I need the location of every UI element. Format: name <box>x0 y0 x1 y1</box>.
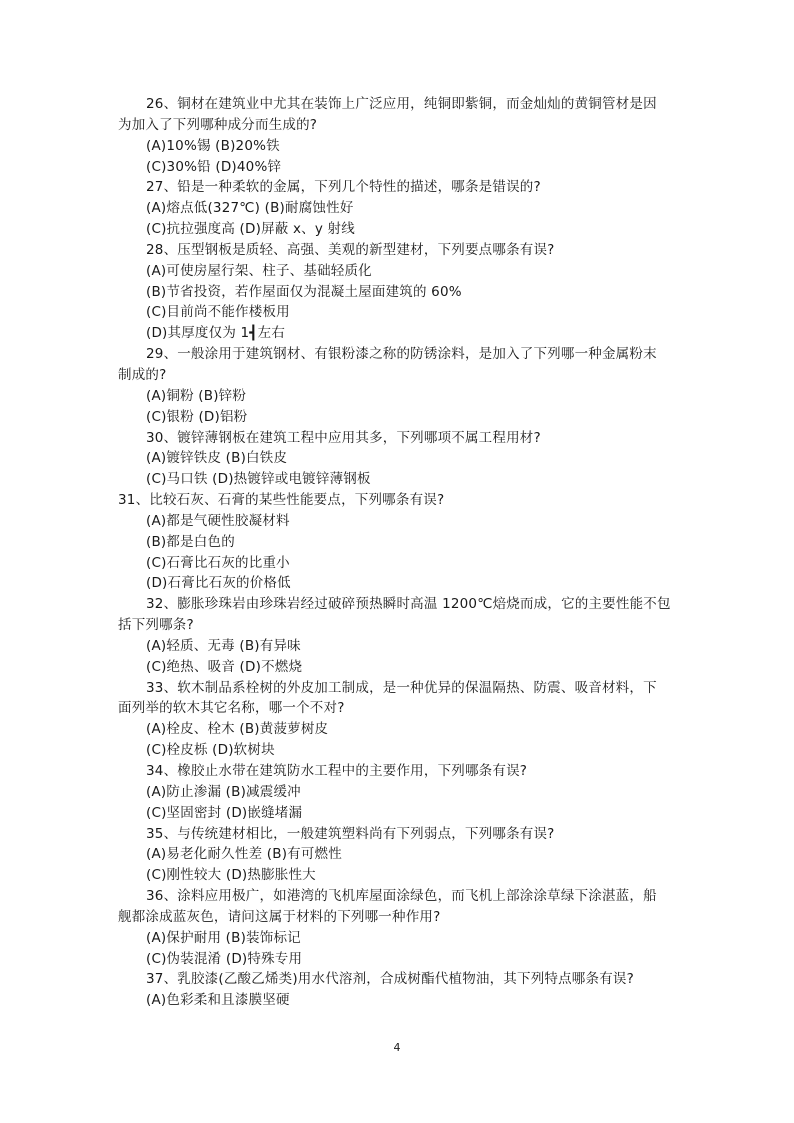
question-line: 27、铅是一种柔软的金属，下列几个特性的描述，哪条是错误的? <box>146 179 541 196</box>
question-line: 34、橡胶止水带在建筑防水工程中的主要作用，下列哪条有误? <box>146 763 528 779</box>
question-continuation: 舰都涂成蓝灰色，请问这属于材料的下列哪一种作用? <box>118 908 441 925</box>
answer-option: (A)可使房屋行架、柱子、基础轻质化 <box>146 262 372 279</box>
answer-option: (A)防止渗漏 (B)减震缓冲 <box>146 783 301 800</box>
answer-option: (C)伪装混淆 (D)特殊专用 <box>146 950 303 967</box>
answer-option: (A)熔点低(327℃) (B)耐腐蚀性好 <box>146 200 354 217</box>
question-line: 32、膨胀珍珠岩由珍珠岩经过破碎预热瞬时高温 1200℃焙烧而成，它的主要性能不包 <box>146 596 671 613</box>
answer-option: (B)节省投资，若作屋面仅为混凝土屋面建筑的 60% <box>146 283 462 300</box>
answer-option: (C)马口铁 (D)热镀锌或电镀锌薄钢板 <box>146 471 371 488</box>
question-line: 35、与传统建材相比，一般建筑塑料尚有下列弱点，下列哪条有误? <box>146 825 555 842</box>
answer-option: (C)坚固密封 (D)嵌缝堵漏 <box>146 804 303 821</box>
question-line: 29、一般涂用于建筑钢材、有银粉漆之称的防锈涂料，是加入了下列哪一种金属粉末 <box>146 346 657 363</box>
answer-option: (A)易老化耐久性差 (B)有可燃性 <box>146 846 342 863</box>
answer-option: (A)栓皮、栓木 (B)黄菠萝树皮 <box>146 721 329 738</box>
answer-option: (A)保护耐用 (B)装饰标记 <box>146 929 301 946</box>
answer-option: (C)抗拉强度高 (D)屏蔽 x、y 射线 <box>146 221 355 238</box>
answer-option: (C)栓皮栎 (D)软树块 <box>146 742 275 759</box>
question-line: 33、软木制品系栓树的外皮加工制成，是一种优异的保温隔热、防震、吸音材料，下 <box>146 679 657 696</box>
question-line: 36、涂料应用极广，如港湾的飞机库屋面涂绿色，而飞机上部涂涂草绿下涂湛蓝，船 <box>146 888 657 905</box>
question-line: 31、比较石灰、石膏的某些性能要点，下列哪条有误? <box>118 492 445 509</box>
answer-option: (A)10%锡 (B)20%铁 <box>146 137 280 154</box>
answer-option: (C)目前尚不能作楼板用 <box>146 304 290 321</box>
question-list <box>118 94 678 1011</box>
answer-option: (D)石膏比石灰的价格低 <box>146 575 291 592</box>
answer-option: (C)刚性较大 (D)热膨胀性大 <box>146 867 316 884</box>
answer-option: (A)轻质、无毒 (B)有异味 <box>146 637 301 654</box>
answer-option: (A)都是气硬性胶凝材料 <box>146 512 290 529</box>
page-number: 4 <box>393 1041 401 1054</box>
question-line: 28、压型钢板是质轻、高强、美观的新型建材，下列要点哪条有误? <box>146 241 555 258</box>
answer-option: (A)色彩柔和且漆膜坚硬 <box>146 992 290 1009</box>
answer-option: (C)30%铅 (D)40%锌 <box>146 158 282 175</box>
answer-option: (C)绝热、吸音 (D)不燃烧 <box>146 658 303 675</box>
question-continuation: 制成的? <box>118 366 167 383</box>
question-continuation: 面列举的软木其它名称，哪一个不对? <box>118 700 345 717</box>
answer-option: (C)银粉 (D)铝粉 <box>146 408 248 425</box>
answer-option: (B)都是白色的 <box>146 533 235 550</box>
answer-option: (A)镀锌铁皮 (B)白铁皮 <box>146 450 288 467</box>
answer-option: (A)铜粉 (B)锌粉 <box>146 387 247 404</box>
question-line: 30、镀锌薄钢板在建筑工程中应用其多，下列哪项不属工程用材? <box>146 429 541 446</box>
answer-option: (C)石膏比石灰的比重小 <box>146 554 290 571</box>
question-line: 37、乳胶漆(乙酸乙烯类)用水代溶剂，合成树酯代植物油，其下列特点哪条有误? <box>146 971 634 988</box>
question-continuation: 为加入了下列哪种成分而生成的? <box>118 116 318 133</box>
question-line: 26、铜材在建筑业中尤其在装饰上广泛应用，纯铜即紫铜，而金灿灿的黄铜管材是因 <box>146 96 657 112</box>
answer-option: (D)其厚度仅为 1┫左右 <box>146 325 286 342</box>
question-continuation: 括下列哪条? <box>118 617 194 634</box>
